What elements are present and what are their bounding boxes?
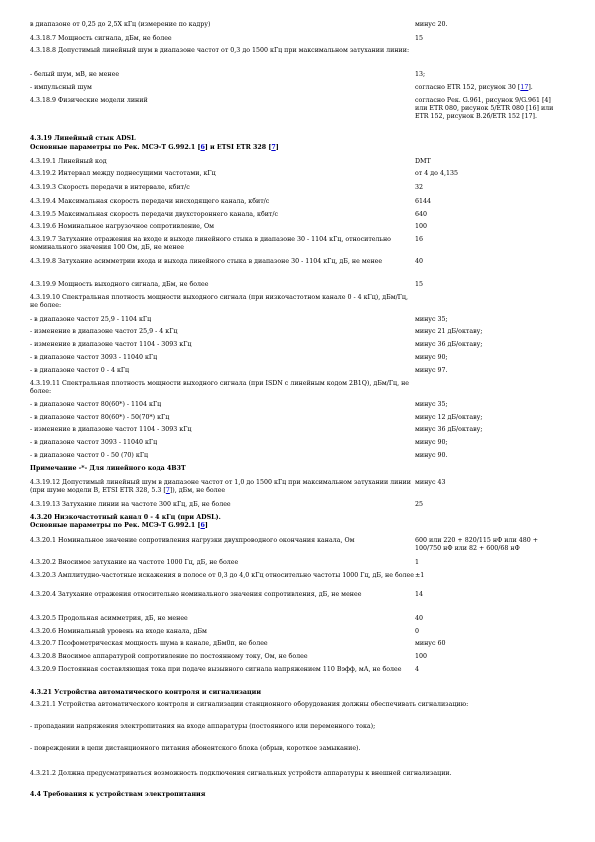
section-subheading [30,144,570,152]
item-value: минус 90; [415,354,448,361]
description-text: ]), дБм, не более [169,486,226,494]
list-item [30,341,570,349]
list-item [30,439,570,447]
item-value: минус 12 дБ/октаву; [415,414,483,421]
item-value: 16 [415,236,424,243]
item-value: 4 [415,666,420,673]
item-value [415,294,565,310]
list-item [30,615,570,623]
item-description: - импульсный шум [30,84,92,91]
item-description: - изменение в диапазоне частот 1104 - 3093 кГц [30,341,192,348]
item-value: 14 [415,591,424,598]
list-item [30,559,570,567]
paragraph-text: - повреждении в цепи дистанционного питания абонентского блока (обрыв, короткое замыкание). [30,745,361,752]
paragraph [30,770,570,778]
item-description: 4.3.19.7 Затухание отражения на входе и выходе линейного стыка в диапазоне 30 - 1104 кГц, относительно номинального значения 100 Ом, дБ, не менее [30,236,391,251]
item-description: 4.3.20.2 Вносимое затухание на частоте 1000 Гц, дБ, не более [30,559,239,566]
item-value: минус 36 дБ/октаву; [415,341,483,348]
item-value: минус 20. [415,21,448,28]
list-item [30,354,570,362]
item-description: - в диапазоне частот 25,9 - 1104 кГц [30,316,152,323]
item-description: в диапазоне от 0,25 до 2,5Х кГц (измерение по кадру) [30,21,211,28]
list-item [30,236,570,252]
heading-text: ] и ETSI ETR 328 [ [204,144,272,151]
heading-text: 4.3.20 Низкочастотный канал 0 - 4 кГц (при ADSL). [30,514,221,521]
list-item [30,426,570,434]
item-description: - в диапазоне частот 0 - 50 (70) кГц [30,452,149,459]
item-description: 4.3.20.7 Псофометрическая мощность шума в канале, дБм0п, не более [30,640,268,647]
item-value: минус 36 дБ/октаву; [415,426,483,433]
list-item [30,572,570,580]
list-item [30,452,570,460]
section-heading [30,689,570,697]
list-item [30,414,570,422]
item-value: минус 97. [415,367,448,374]
list-item [30,367,570,375]
list-item [30,84,570,92]
item-value [415,47,565,55]
item-description: 4.3.19.8 Затухание асимметрии входа и выхода линейного стыка в диапазоне 30 - 1104 кГц, дБ, не менее [30,258,383,265]
item-value: минус 21 дБ/октаву; [415,328,483,335]
note-text: Примечание -*- Для линейного кода 4B3T [30,465,186,472]
item-value: 15 [415,35,424,42]
heading-text: 4.3.21 Устройства автоматического контроля и сигнализации [30,689,261,696]
value-text: ]. [528,84,533,91]
list-item [30,591,570,599]
section-heading [30,514,570,522]
item-description: - в диапазоне частот 3093 - 11040 кГц [30,354,158,361]
paragraph [30,745,570,753]
list-item [30,211,570,219]
item-description: 4.3.19.13 Затухание линии на частоте 300 кГц, дБ, не более [30,501,231,508]
heading-text: ] [275,144,279,151]
item-description: 4.3.19.10 Спектральная плотность мощности выходного сигнала (при низкочастотном канале 0 - 4 кГц), дБм/Гц, не более: [30,294,408,309]
list-item [30,21,570,29]
list-item [30,640,570,648]
item-description: - изменение в диапазоне частот 1104 - 3093 кГц [30,426,192,433]
paragraph-text: - пропадании напряжения электропитания на входе аппаратуры (постоянного или переменного тока); [30,723,376,730]
reference-link[interactable]: 7 [165,486,170,494]
item-value: 0 [415,628,420,635]
list-item [30,666,570,674]
item-description: 4.3.19.2 Интервал между поднесущими частотами, кГц [30,170,216,177]
heading-text: Основные параметры по Рек. МСЭ-Т G.992.1 [ [30,144,201,151]
list-item [30,653,570,661]
item-description: 4.3.20.8 Вносимое аппаратурой сопротивление по постоянному току, Ом, не более [30,653,308,660]
value-text: согласно ETR 152, рисунок 30 [ [415,84,521,91]
item-description: 4.3.20.5 Продольная асимметрия, дБ, не менее [30,615,188,622]
section-subheading [30,522,570,530]
item-description: 4.3.18.8 Допустимый линейный шум в диапазоне частот от 0,3 до 1500 кГц при максимальном затухании линии: [30,47,410,54]
item-value: 13; [415,71,426,78]
item-description: 4.3.19.4 Максимальная скорость передачи нисходящего канала, кбит/с [30,198,270,205]
item-description: 4.3.20.9 Постоянная составляющая тока при подаче вызывного сигнала напряжением 110 Вэфф, мА, не более [30,666,402,673]
item-description: - изменение в диапазоне частот 25,9 - 4 кГц [30,328,178,335]
item-description: 4.3.20.1 Номинальное значение сопротивления нагрузки двухпроводного окончания канала, Ом [30,537,355,544]
list-item [30,328,570,336]
list-item [30,97,570,120]
item-description: 4.3.20.4 Затухание отражения относительно номинального значения сопротивления, дБ, не менее [30,591,362,598]
item-value: 40 [415,258,424,265]
item-description: 4.3.19.1 Линейный код [30,158,107,165]
item-value: 32 [415,184,424,191]
list-item [30,170,570,178]
list-item [30,198,570,206]
reference-link[interactable]: 6 [200,522,205,529]
item-value [415,84,565,92]
list-item [30,258,570,266]
item-description: - в диапазоне частот 0 - 4 кГц [30,367,130,374]
item-description: 4.3.19.11 Спектральная плотность мощности выходного сигнала (при ISDN с линейным кодом 2B1Q), дБм/Гц, не более: [30,380,409,395]
item-value: ±1 [415,572,425,579]
note [30,465,570,473]
reference-link[interactable]: 7 [271,144,276,151]
reference-link[interactable]: 6 [200,144,205,151]
item-value: минус 35; [415,401,448,408]
item-value: минус 60 [415,640,446,647]
list-item [30,628,570,636]
item-value: 100 [415,653,428,660]
item-value: 1 [415,559,420,566]
item-value: минус 43 [415,479,446,486]
paragraph [30,701,570,709]
list-item [30,401,570,409]
heading-text: 4.3.19 Линейный стык ADSL [30,135,136,142]
heading-text: Основные параметры по Рек. МСЭ-Т G.992.1 [ [30,522,201,529]
item-value: 25 [415,501,424,508]
section-heading [30,791,570,799]
list-item [30,380,570,396]
item-value: минус 35; [415,316,448,323]
item-value: от 4 до 4,135 [415,170,458,177]
item-description: - в диапазоне частот 80(60*) - 1104 кГц [30,401,162,408]
list-item [30,501,570,509]
item-description: - в диапазоне частот 3093 - 11040 кГц [30,439,158,446]
item-value: DMT [415,158,431,165]
list-item [30,537,570,553]
item-value [415,380,565,396]
paragraph [30,723,570,731]
item-description [30,479,415,495]
list-item [30,184,570,192]
list-item [30,479,570,495]
item-value: 6144 [415,198,432,205]
list-item [30,71,570,79]
description-text: 4.3.19.12 Допустимый линейный шум в диапазоне частот от 1,0 до 1500 кГц при максимальном затухании линии (при шуме модели B, ETSI ETR 328, 5.3 [ [30,479,411,494]
item-description: 4.3.20.3 Амплитудно-частотные искажения в полосе от 0,3 до 4,0 кГц относительно частоты 1000 Гц, дБ, не более [30,572,414,579]
item-value: 15 [415,281,424,288]
list-item [30,281,570,289]
section-heading [30,135,570,143]
item-value: 100 [415,223,428,230]
reference-link[interactable]: 17 [520,84,529,91]
item-value: 40 [415,615,424,622]
item-description: - белый шум, мВ, не менее [30,71,120,78]
item-value: 640 [415,211,428,218]
item-description: - в диапазоне частот 80(60*) - 50(70*) кГц [30,414,170,421]
item-description: 4.3.19.5 Максимальная скорость передачи двухстороннего канала, кбит/с [30,211,279,218]
paragraph-text: 4.3.21.1 Устройства автоматического контроля и сигнализации станционного оборудования должны обеспечивать сигнализацию: [30,701,469,708]
item-description: 4.3.18.7 Мощность сигнала, дБм, не более [30,35,172,42]
item-description: 4.3.19.6 Номинальное нагрузочное сопротивление, Ом [30,223,215,230]
item-value: согласно Рек. G.961, рисунок 9/G.961 [4] или ETR 080, рисунок 5/ETR 080 [16] или ETR 152, рисунок B.2б/ETR 152 [17]. [415,97,554,120]
list-item [30,316,570,324]
item-description: 4.3.19.9 Мощность выходного сигнала, дБм, не более [30,281,209,288]
heading-text: ] [204,522,208,529]
list-item [30,35,570,43]
item-value: минус 90. [415,452,448,459]
item-description: 4.3.20.6 Номинальный уровень на входе канала, дБм [30,628,207,635]
item-value: 600 или 220 + 820/115 нФ или 480 + 100/750 нФ или 82 + 600/68 нФ [415,537,538,552]
heading-text: 4.4 Требования к устройствам электропитания [30,791,206,798]
item-value: минус 90; [415,439,448,446]
list-item [30,294,570,310]
list-item [30,223,570,231]
list-item [30,47,570,55]
item-description: 4.3.18.9 Физические модели линий [30,97,148,104]
item-description: 4.3.19.3 Скорость передачи в интервале, кбит/с [30,184,190,191]
paragraph-text: 4.3.21.2 Должна предусматриваться возможность подключения сигнальных устройств аппаратуры к внешней сигнализации. [30,770,452,777]
list-item [30,158,570,166]
